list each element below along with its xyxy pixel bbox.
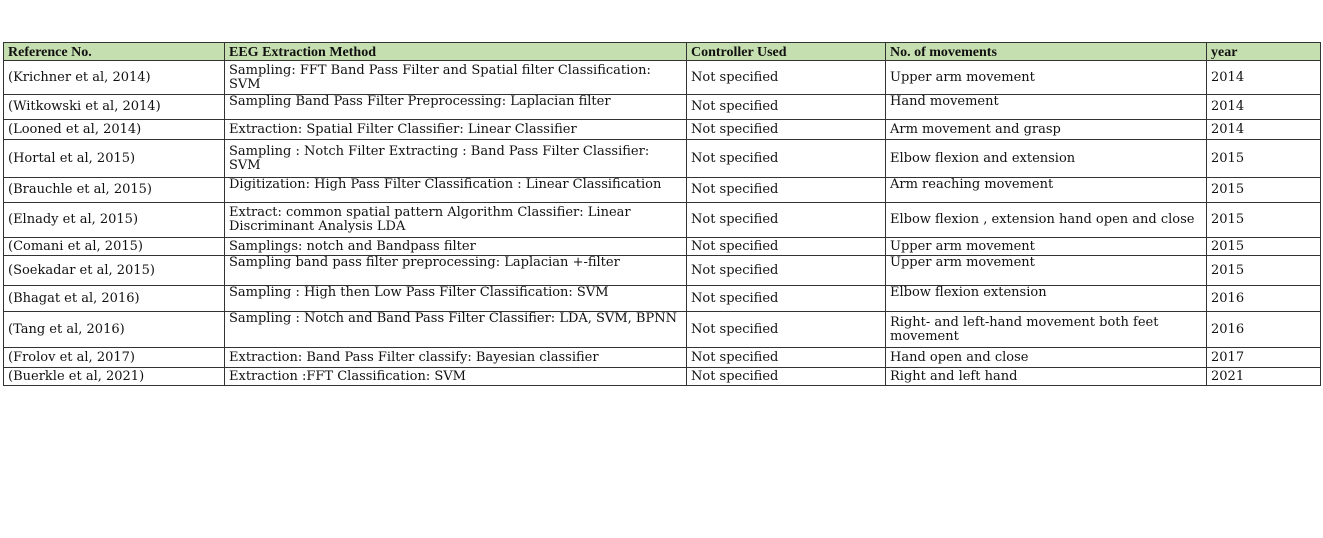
cell-method: Extraction :FFT Classification: SVM — [225, 368, 687, 386]
cell-method: Sampling : High then Low Pass Filter Classification: SVM — [225, 286, 687, 312]
cell-controller: Not specified — [687, 203, 886, 238]
cell-method: Sampling: FFT Band Pass Filter and Spatial filter Classification: SVM — [225, 61, 687, 95]
movements-table-container — [3, 42, 1321, 386]
cell-method: Samplings: notch and Bandpass filter — [225, 238, 687, 256]
cell-method: Sampling Band Pass Filter Preprocessing: Laplacian filter — [225, 95, 687, 120]
cell-controller: Not specified — [687, 312, 886, 348]
table-row — [4, 203, 1321, 238]
cell-year: 2015 — [1207, 140, 1321, 178]
cell-reference: (Tang et al, 2016) — [4, 312, 225, 348]
table-row — [4, 286, 1321, 312]
cell-controller: Not specified — [687, 286, 886, 312]
cell-year: 2015 — [1207, 203, 1321, 238]
cell-year: 2016 — [1207, 286, 1321, 312]
cell-reference: (Soekadar et al, 2015) — [4, 256, 225, 286]
table-row — [4, 348, 1321, 368]
cell-method: Extraction: Band Pass Filter classify: Bayesian classifier — [225, 348, 687, 368]
table-row — [4, 178, 1321, 203]
cell-movements: Upper arm movement — [886, 238, 1207, 256]
eeg-methods-table — [3, 42, 1321, 386]
cell-reference: (Brauchle et al, 2015) — [4, 178, 225, 203]
cell-year: 2016 — [1207, 312, 1321, 348]
cell-year: 2021 — [1207, 368, 1321, 386]
header-movements: No. of movements — [886, 43, 1207, 61]
table-row — [4, 95, 1321, 120]
table-row — [4, 120, 1321, 140]
cell-year: 2014 — [1207, 61, 1321, 95]
cell-year: 2015 — [1207, 178, 1321, 203]
cell-movements: Arm reaching movement — [886, 178, 1207, 203]
cell-method: Sampling band pass filter preprocessing: Laplacian +-filter — [225, 256, 687, 286]
table-header-row — [4, 43, 1321, 61]
cell-method: Sampling : Notch Filter Extracting : Band Pass Filter Classifier: SVM — [225, 140, 687, 178]
cell-reference: (Witkowski et al, 2014) — [4, 95, 225, 120]
cell-reference: (Krichner et al, 2014) — [4, 61, 225, 95]
cell-reference: (Hortal et al, 2015) — [4, 140, 225, 178]
cell-year: 2015 — [1207, 256, 1321, 286]
cell-reference: (Buerkle et al, 2021) — [4, 368, 225, 386]
cell-method: Sampling : Notch and Band Pass Filter Classifier: LDA, SVM, BPNN — [225, 312, 687, 348]
header-year: year — [1207, 43, 1321, 61]
cell-method: Digitization: High Pass Filter Classification : Linear Classification — [225, 178, 687, 203]
cell-controller: Not specified — [687, 348, 886, 368]
table-row — [4, 140, 1321, 178]
cell-movements: Elbow flexion and extension — [886, 140, 1207, 178]
cell-reference: (Elnady et al, 2015) — [4, 203, 225, 238]
table-row — [4, 238, 1321, 256]
cell-controller: Not specified — [687, 61, 886, 95]
cell-year: 2014 — [1207, 95, 1321, 120]
cell-controller: Not specified — [687, 238, 886, 256]
table-row — [4, 61, 1321, 95]
cell-movements: Upper arm movement — [886, 256, 1207, 286]
cell-reference: (Bhagat et al, 2016) — [4, 286, 225, 312]
cell-controller: Not specified — [687, 178, 886, 203]
table-row — [4, 368, 1321, 386]
cell-method: Extract: common spatial pattern Algorithm Classifier: Linear Discriminant Analysis LDA — [225, 203, 687, 238]
cell-movements: Hand movement — [886, 95, 1207, 120]
header-controller: Controller Used — [687, 43, 886, 61]
cell-movements: Arm movement and grasp — [886, 120, 1207, 140]
cell-reference: (Looned et al, 2014) — [4, 120, 225, 140]
header-reference: Reference No. — [4, 43, 225, 61]
cell-controller: Not specified — [687, 368, 886, 386]
table-row — [4, 256, 1321, 286]
cell-controller: Not specified — [687, 140, 886, 178]
header-extraction-method: EEG Extraction Method — [225, 43, 687, 61]
cell-movements: Elbow flexion , extension hand open and close — [886, 203, 1207, 238]
cell-year: 2014 — [1207, 120, 1321, 140]
cell-year: 2015 — [1207, 238, 1321, 256]
cell-method: Extraction: Spatial Filter Classifier: Linear Classifier — [225, 120, 687, 140]
cell-reference: (Comani et al, 2015) — [4, 238, 225, 256]
cell-movements: Hand open and close — [886, 348, 1207, 368]
cell-movements: Upper arm movement — [886, 61, 1207, 95]
cell-movements: Right- and left-hand movement both feet movement — [886, 312, 1207, 348]
cell-movements: Right and left hand — [886, 368, 1207, 386]
table-row — [4, 312, 1321, 348]
cell-controller: Not specified — [687, 256, 886, 286]
cell-controller: Not specified — [687, 95, 886, 120]
cell-reference: (Frolov et al, 2017) — [4, 348, 225, 368]
cell-year: 2017 — [1207, 348, 1321, 368]
cell-movements: Elbow flexion extension — [886, 286, 1207, 312]
cell-controller: Not specified — [687, 120, 886, 140]
